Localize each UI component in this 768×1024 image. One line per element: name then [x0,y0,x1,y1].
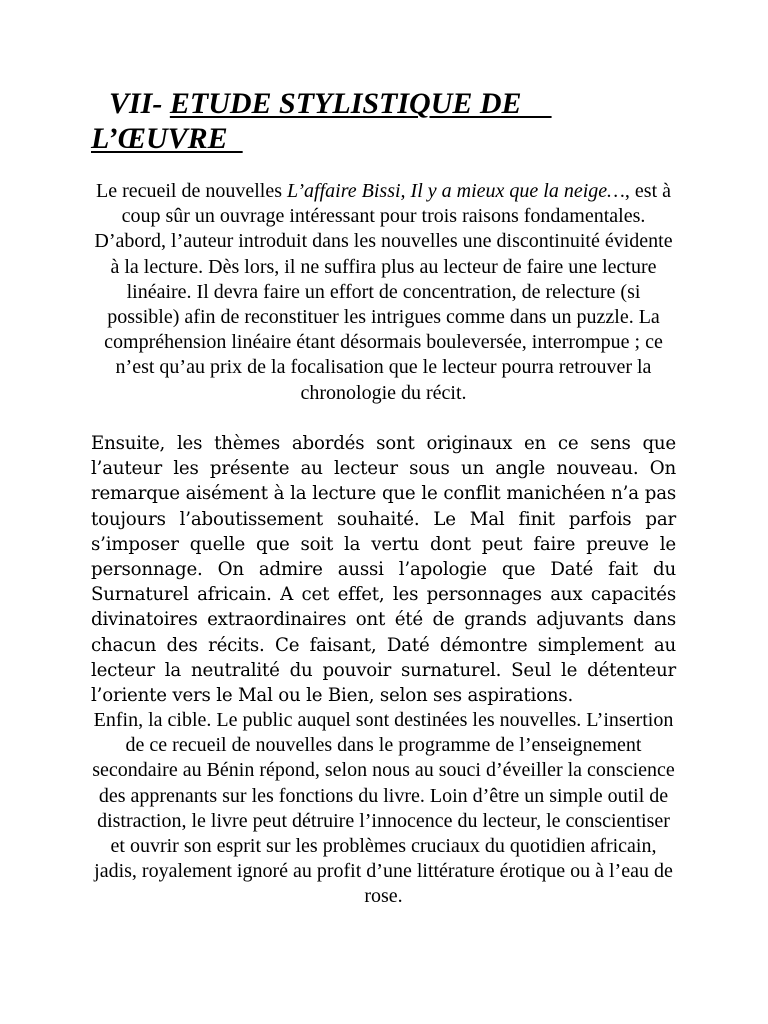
heading-number: VII- [109,87,170,120]
paragraph-intro-lead: Le recueil de nouvelles [95,180,288,202]
paragraph-target: Enfin, la cible. Le public auquel sont destinées les nouvelles. L’insertion de ce recueil de nouvelles dans le programme de l’enseignement secondaire au Bénin répond, selon nous au souci d’éveiller la conscience des apprenants sur les fonctions du livre. Loin d’être un simple outil de distraction, le livre peut détruire l’innocence du lecteur, le conscientiser et ouvrir son esprit sur les problèmes cruciaux du quotidien africain, jadis, royalement ignoré au profit d’une littérature érotique ou à l’eau de rose. [92,709,675,908]
paragraph-intro-body: , est à coup sûr un ouvrage intéressant pour trois raisons fondamentales. D’abord, l’auteur introduit dans les nouvelles une discontinuité évidente à la lecture. Dès lors, il ne suffira plus au lecteur de faire une lecture linéaire. Il devra faire un effort de concentration, de relecture (si possible) afin de reconstituer les intrigues comme dans un puzzle. La compréhension linéaire étant désormais bouleversée, interrompue ; ce n’est qu’au prix de la focalisation que le lecteur pourra retrouver la chronologie du récit. [94,180,673,404]
book-title: L’affaire Bissi, Il y a mieux que la neige… [287,180,625,202]
heading-title-part-2: L’ŒUVRE [91,122,243,155]
heading-title-part-1: ETUDE STYLISTIQUE DE [169,87,552,120]
heading-line-1 [91,86,651,121]
section-heading [91,86,651,156]
paragraph-themes: Ensuite, les thèmes abordés sont originaux en ce sens que l’auteur les présente au lecteur sous un angle nouveau. On remarque aisément à la lecture que le conflit manichéen n’a pas toujours l’aboutissement souhaité. Le Mal finit parfois par s’imposer quelle que soit la vertu dont peut faire preuve le personnage. On admire aussi l’apologie que Daté fait du Surnaturel africain. A cet effet, les personnages aux capacités divinatoires extraordinaires ont été de grands adjuvants dans chacun des récits. Ce faisant, Daté démontre simplement au lecteur la neutralité du pouvoir surnaturel. Seul le détenteur l’oriente vers le Mal ou le Bien, selon ses aspirations. [91,433,676,707]
paragraph-intro [91,179,676,406]
heading-line-2 [91,121,651,156]
